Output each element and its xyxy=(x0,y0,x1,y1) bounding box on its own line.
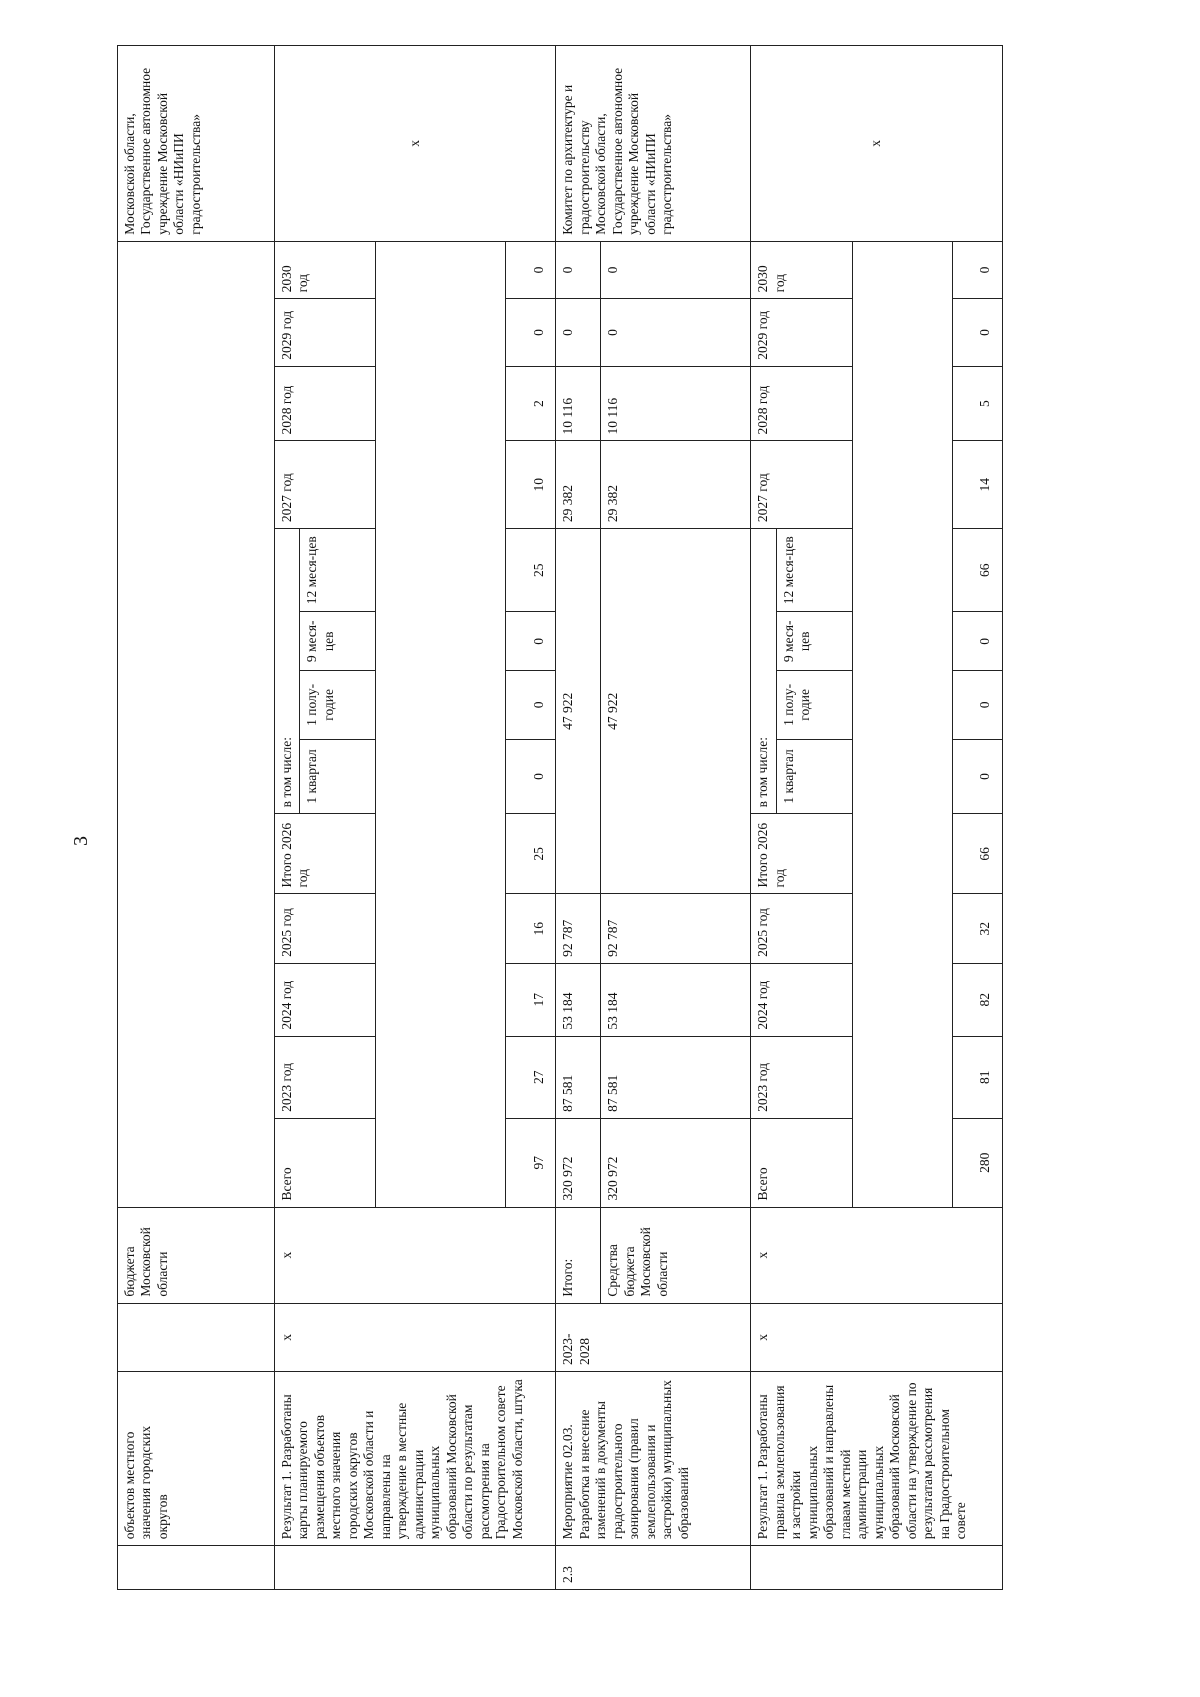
result-1-name: Результат 1. Разработаны карты планируемого размещения объектов местного значения городских округов Московской области и направлены на утверждение в местные администрации муниципальных образований Московской области по результатам рассмотрения на Градостроительном совете Московской области, штука xyxy=(275,1372,556,1546)
header-9m: 9 меся-цев xyxy=(776,612,852,671)
measure-2-3-period: 2023-2028 xyxy=(556,1303,751,1371)
program-measures-table xyxy=(117,45,1003,1590)
measure-name-continued: объектов местного значения городских округов xyxy=(118,1372,275,1546)
header-2030: 2030 год xyxy=(275,241,376,299)
value-cell-2026: 47 922 xyxy=(601,529,751,894)
value-cell: 27 xyxy=(506,1036,556,1118)
value-cell: 82 xyxy=(952,963,1002,1036)
value-cell: 0 xyxy=(506,241,556,299)
value-cell: 87 581 xyxy=(601,1036,751,1118)
value-cell: 66 xyxy=(952,814,1002,894)
result-1-executor: х xyxy=(275,46,556,242)
result-2-name: Результат 1. Разработаны правила землепользования и застройки муниципальных образований и направлены главам местной администрации муниципальных образований Московской области на утверждение по результатам рассмотрения на Градостроительном совете xyxy=(751,1372,1002,1546)
executor-continued: Московской области, Государственное автономное учреждение Московской области «НИиПИ градостроительства» xyxy=(118,46,275,242)
value-cell: 66 xyxy=(952,529,1002,612)
value-cell: 81 xyxy=(952,1036,1002,1118)
header-2025: 2025 год xyxy=(751,894,852,963)
value-cell: 0 xyxy=(506,739,556,814)
measure-2-3-total-row xyxy=(556,46,601,1590)
value-cell: 0 xyxy=(506,671,556,739)
result-2-source: х xyxy=(751,1207,1002,1303)
value-cell: 53 184 xyxy=(601,963,751,1036)
measure-2-3-name: Мероприятие 02.03. Разработка и внесение изменений в документы градостроительного зонирования (правил землепользования и застройки) муниципальных образований xyxy=(556,1372,751,1546)
header-2028: 2028 год xyxy=(751,366,852,441)
header-9m: 9 меся-цев xyxy=(300,612,376,671)
result-2-header-row xyxy=(751,46,776,1590)
funding-source-continued: бюджета Московской области xyxy=(118,1207,275,1303)
value-cell: 2 xyxy=(506,366,556,441)
value-cell: 320 972 xyxy=(601,1118,751,1207)
value-cell: 10 xyxy=(506,441,556,529)
result-1-header-row xyxy=(275,46,300,1590)
result-2-executor: х xyxy=(751,46,1002,242)
header-12m: 12 меся-цев xyxy=(776,529,852,612)
measure-number: 2.3 xyxy=(556,1546,751,1590)
value-cell: 0 xyxy=(952,739,1002,814)
header-12m: 12 меся-цев xyxy=(300,529,376,612)
value-cell: 14 xyxy=(952,441,1002,529)
funding-source-budget: Средства бюджета Московской области xyxy=(601,1207,751,1303)
header-2023: 2023 год xyxy=(751,1036,852,1118)
header-h1: 1 полу-годие xyxy=(300,671,376,739)
value-cell: 92 787 xyxy=(556,894,601,963)
value-cell: 92 787 xyxy=(601,894,751,963)
header-2027: 2027 год xyxy=(275,441,376,529)
header-total: Всего xyxy=(751,1118,852,1207)
header-2024: 2024 год xyxy=(751,963,852,1036)
page-number: 3 xyxy=(70,836,92,846)
value-cell: 16 xyxy=(506,894,556,963)
header-q1: 1 квартал xyxy=(776,739,852,814)
header-h1: 1 полу-годие xyxy=(776,671,852,739)
funding-source-total: Итого: xyxy=(556,1207,601,1303)
header-itogo-2026: Итого 2026 год xyxy=(751,814,852,894)
header-2025: 2025 год xyxy=(275,894,376,963)
value-cell: 320 972 xyxy=(556,1118,601,1207)
continuation-row xyxy=(118,46,275,1590)
value-cell: 32 xyxy=(952,894,1002,963)
header-2029: 2029 год xyxy=(751,299,852,366)
value-cell: 280 xyxy=(952,1118,1002,1207)
rotated-table-area xyxy=(117,45,1052,1590)
value-cell: 0 xyxy=(556,241,601,299)
value-cell: 10 116 xyxy=(601,366,751,441)
header-2024: 2024 год xyxy=(275,963,376,1036)
value-cell: 29 382 xyxy=(556,441,601,529)
header-q1: 1 квартал xyxy=(300,739,376,814)
value-cell: 0 xyxy=(556,299,601,366)
result-2-period: х xyxy=(751,1303,1002,1371)
header-2029: 2029 год xyxy=(275,299,376,366)
value-cell: 0 xyxy=(952,299,1002,366)
header-2023: 2023 год xyxy=(275,1036,376,1118)
measure-2-3-executor: Комитет по архитектуре и градостроительству Московской области, Государственное автономное учреждение Московской области «НИиПИ градостроительства» xyxy=(556,46,751,242)
value-cell: 0 xyxy=(952,241,1002,299)
value-cell: 0 xyxy=(952,671,1002,739)
value-cell: 25 xyxy=(506,529,556,612)
value-cell: 0 xyxy=(952,612,1002,671)
header-2030: 2030 год xyxy=(751,241,852,299)
header-v-tom-chisle: в том числе: xyxy=(275,529,300,814)
value-cell: 25 xyxy=(506,814,556,894)
value-cell: 53 184 xyxy=(556,963,601,1036)
value-cell: 0 xyxy=(601,241,751,299)
value-cell-2026: 47 922 xyxy=(556,529,601,894)
value-cell: 97 xyxy=(506,1118,556,1207)
value-cell: 5 xyxy=(952,366,1002,441)
value-cell: 0 xyxy=(601,299,751,366)
value-cell: 0 xyxy=(506,299,556,366)
value-cell: 10 116 xyxy=(556,366,601,441)
result-1-source: х xyxy=(275,1207,556,1303)
value-cell: 0 xyxy=(506,612,556,671)
value-cell: 17 xyxy=(506,963,556,1036)
value-cell: 29 382 xyxy=(601,441,751,529)
value-cell: 87 581 xyxy=(556,1036,601,1118)
header-2027: 2027 год xyxy=(751,441,852,529)
header-v-tom-chisle: в том числе: xyxy=(751,529,776,814)
header-2028: 2028 год xyxy=(275,366,376,441)
header-itogo-2026: Итого 2026 год xyxy=(275,814,376,894)
result-1-period: х xyxy=(275,1303,556,1371)
header-total: Всего xyxy=(275,1118,376,1207)
